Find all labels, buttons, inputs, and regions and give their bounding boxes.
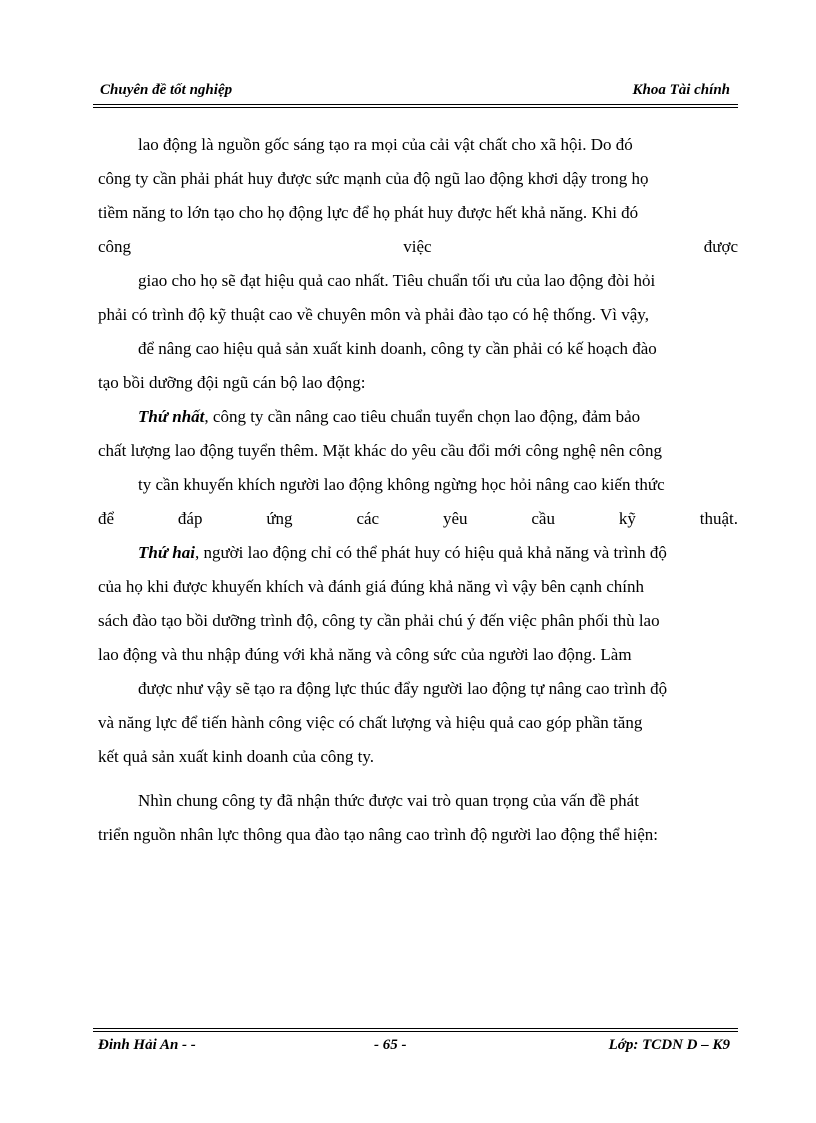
emphasis-label: Thứ nhất (138, 407, 205, 426)
word: đáp (177, 509, 203, 528)
text-line: sách đào tạo bồi dưỡng trình độ, công ty cần phải chú ý đến việc phân phối thù lao (98, 611, 660, 630)
text-line: được như vậy sẽ tạo ra động lực thúc đẩy người lao động tự nâng cao trình độ (138, 679, 668, 698)
text-run: , công ty cần nâng cao tiêu chuẩn tuyển chọn lao động, đảm bảo (204, 407, 641, 426)
header-right-title: Khoa Tài chính (632, 82, 730, 98)
text-line: phải có trình độ kỹ thuật cao về chuyên môn và phải đào tạo có hệ thống. Vì vậy, (98, 305, 649, 324)
page-number: - 65 - (374, 1037, 407, 1053)
text-line: để nâng cao hiệu quả sản xuất kinh doanh, công ty cần phải có kế hoạch đào (138, 339, 657, 358)
text-line: ty cần khuyến khích người lao động không ngừng học hỏi nâng cao kiến thức (138, 475, 665, 494)
word: để (98, 509, 115, 528)
word: việc (403, 237, 432, 256)
text-line: và năng lực để tiến hành công việc có chất lượng và hiệu quả cao góp phần tăng (98, 713, 643, 732)
text-line (98, 536, 738, 570)
header-rule-top (93, 104, 738, 105)
text-line-justified (98, 230, 738, 264)
page-header (96, 82, 736, 104)
word: kỹ (618, 509, 636, 528)
footer-author: Đinh Hải An - - (98, 1037, 196, 1053)
text-run: , người lao động chỉ có thể phát huy có hiệu quả khả năng và trình độ (194, 543, 667, 562)
text-line: tạo bồi dưỡng đội ngũ cán bộ lao động: (98, 373, 366, 392)
header-left-title: Chuyên đề tốt nghiệp (100, 82, 233, 98)
footer-rule-bottom (93, 1031, 738, 1032)
word: các (356, 509, 380, 528)
header-rule-bottom (93, 107, 738, 108)
text-line: giao cho họ sẽ đạt hiệu quả cao nhất. Tiêu chuẩn tối ưu của lao động đòi hỏi (138, 271, 656, 290)
text-line: công ty cần phải phát huy được sức mạnh của độ ngũ lao động khơi dậy trong họ (98, 169, 649, 188)
text-line: Nhìn chung công ty đã nhận thức được vai trò quan trọng của vấn đề phát (138, 791, 639, 810)
footer-class: Lớp: TCDN D – K9 (608, 1037, 730, 1053)
word: cầu (531, 509, 555, 528)
word: công (98, 237, 132, 256)
page-body (98, 128, 738, 852)
word: thuật. (699, 509, 738, 528)
text-line: của họ khi được khuyến khích và đánh giá đúng khả năng vì vậy bên cạnh chính (98, 577, 645, 596)
text-line: lao động là nguồn gốc sáng tạo ra mọi của cải vật chất cho xã hội. Do đó (138, 135, 633, 154)
emphasis-label: Thứ hai (138, 543, 195, 562)
word: được (703, 237, 738, 256)
text-line-justified (98, 502, 738, 536)
text-line: kết quả sản xuất kinh doanh của công ty. (98, 747, 375, 766)
word: yêu (442, 509, 468, 528)
footer-rule-top (93, 1028, 738, 1029)
text-line: tiềm năng to lớn tạo cho họ động lực để họ phát huy được hết khả năng. Khi đó (98, 203, 639, 222)
text-line: lao động và thu nhập đúng với khả năng và công sức của người lao động. Làm (98, 645, 632, 664)
word: ứng (266, 509, 293, 528)
text-line (98, 400, 738, 434)
page-footer (96, 1037, 736, 1059)
text-line: chất lượng lao động tuyển thêm. Mặt khác do yêu cầu đổi mới công nghệ nên công (98, 441, 662, 460)
text-line: triển nguồn nhân lực thông qua đào tạo nâng cao trình độ người lao động thể hiện: (98, 825, 658, 844)
